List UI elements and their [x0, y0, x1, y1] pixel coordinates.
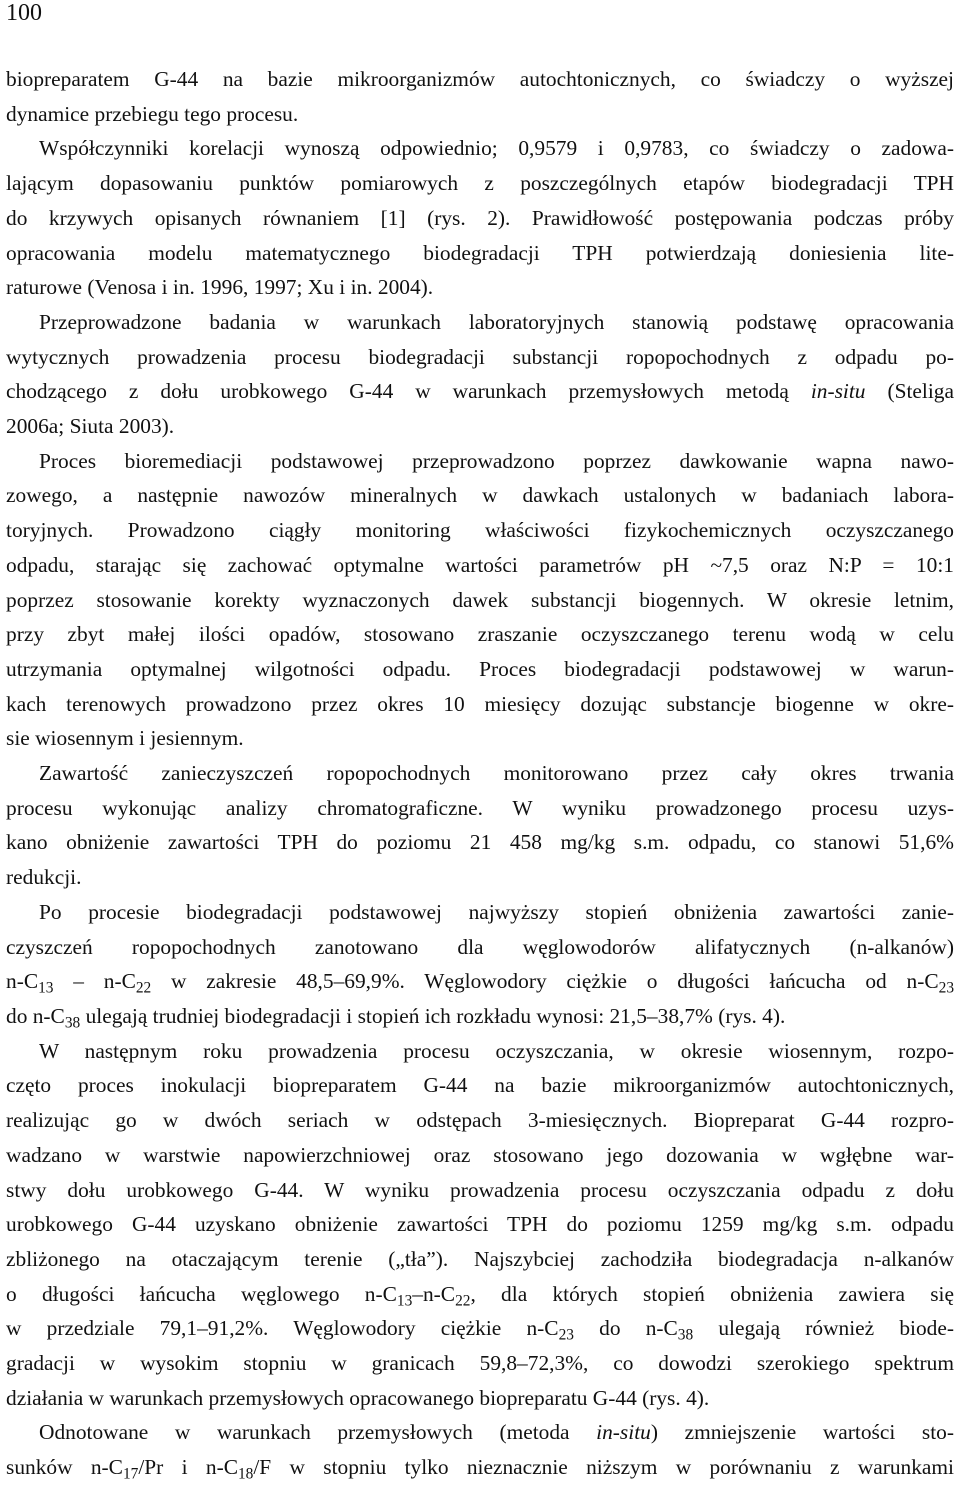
- text-line: lającym dopasowaniu punktów pomiarowych z poszczególnych etapów biodegradacji TPH: [6, 171, 954, 196]
- text-line: wytycznych prowadzenia procesu biodegradacji substancji ropopochodnych z odpadu po-: [6, 344, 954, 369]
- text-line: biopreparatem G-44 na bazie mikroorganizmów autochtonicznych, co świadczy o wyższej: [6, 67, 954, 91]
- text-line: Proces bioremediacji podstawowej przeprowadzono poprzez dawkowanie wapna nawo-: [39, 448, 954, 473]
- text-run: sunków n-C: [6, 1455, 123, 1480]
- text-line: [6, 374, 954, 409]
- text-run: ) zmniejszenie wartości sto-: [650, 1420, 955, 1445]
- subscript: 23: [938, 979, 955, 997]
- text-line: kano obniżenie zawartości TPH do poziomu 21 458 mg/kg s.m. odpadu, co stanowi 51,6%: [6, 830, 954, 855]
- text-line: 2006a; Siuta 2003).: [6, 414, 175, 439]
- text-line: dynamice przebiegu tego procesu.: [6, 101, 299, 126]
- text-line: [6, 964, 954, 999]
- text-run: do n-C: [573, 1316, 678, 1341]
- text-line: sie wiosennym i jesiennym.: [6, 726, 244, 751]
- subscript: 18: [237, 1465, 254, 1483]
- text-run: o długości łańcucha węglowego n-C: [6, 1281, 397, 1306]
- text-run: , dla których stopień obniżenia zawiera się: [470, 1281, 954, 1306]
- text-line: przy zbyt małej ilości opadów, stosowano zraszanie oczyszczanego terenu wodą w celu: [6, 622, 954, 647]
- text-line: częto proces inokulacji biopreparatem G-44 na bazie mikroorganizmów autochtonicznych,: [6, 1073, 954, 1098]
- text-line: gradacji w wysokim stopniu w granicach 59,8–72,3%, co dowodzi szerokiego spektrum: [6, 1351, 954, 1376]
- text-line: [6, 1415, 954, 1450]
- text-line: poprzez stosowanie korekty wyznaczonych dawek substancji biogennych. W okresie letnim,: [6, 587, 954, 612]
- text-run: ulegają trudniej biodegradacji i stopień ich rozkładu wynosi: 21,5–38,7% (rys. 4).: [80, 1003, 786, 1028]
- text-line: stwy dołu urobkowego G-44. W wyniku prowadzenia procesu oczyszczania odpadu z dołu: [6, 1177, 954, 1202]
- text-line: [6, 1450, 954, 1485]
- text-run: /Pr i n-C: [138, 1455, 238, 1480]
- text-line: do krzywych opisanych równaniem [1] (rys. 2). Prawidłowość postępowania podczas próby: [6, 205, 954, 230]
- text-line: Zawartość zanieczyszczeń ropopochodnych monitorowano przez cały okres trwania: [39, 761, 954, 786]
- text-line: redukcji.: [6, 865, 82, 890]
- italic-term: in-situ: [596, 1420, 651, 1445]
- text-line: realizując go w dwóch seriach w odstępach 3-miesięcznych. Biopreparat G-44 rozpro-: [6, 1108, 954, 1133]
- text-run: do n-C: [6, 1003, 65, 1028]
- text-line: zbliżonego na otaczającym terenie („tła”). Najszybciej zachodziła biodegradacja n-alkanów: [6, 1246, 954, 1271]
- text-line: [6, 1277, 954, 1312]
- text-line: kach terenowych prowadzono przez okres 10 miesięcy dozując substancje biogenne w okre-: [6, 691, 954, 716]
- subscript: 38: [64, 1014, 81, 1032]
- text-run: ulegają również biode-: [693, 1316, 954, 1341]
- text-line: działania w warunkach przemysłowych opracowanego biopreparatu G-44 (rys. 4).: [6, 1385, 710, 1410]
- text-run: – n-C: [53, 969, 136, 994]
- italic-term: in-situ: [810, 379, 866, 404]
- subscript: 22: [455, 1291, 471, 1309]
- text-line: [6, 1311, 954, 1346]
- text-line: Przeprowadzone badania w warunkach laboratoryjnych stanowią podstawę opracowania: [39, 309, 954, 334]
- text-run: (Steliga: [865, 379, 954, 404]
- text-line: W następnym roku prowadzenia procesu oczyszczania, w okresie wiosennym, rozpo-: [39, 1038, 954, 1063]
- text-line: czyszczeń ropopochodnych zanotowano dla węglowodorów alifatycznych (n-alkanów): [6, 934, 954, 959]
- subscript: 17: [122, 1465, 139, 1483]
- text-line: zowego, a następnie nawozów mineralnych w dawkach ustalonych w badaniach labora-: [6, 483, 954, 508]
- text-run: chodzącego z dołu urobkowego G-44 w warunkach przemysłowych metodą: [6, 379, 811, 404]
- subscript: 38: [677, 1326, 694, 1344]
- text-line: Współczynniki korelacji wynoszą odpowiednio; 0,9579 i 0,9783, co świadczy o zadowa-: [39, 136, 954, 161]
- subscript: 13: [38, 979, 54, 997]
- text-line: Po procesie biodegradacji podstawowej najwyższy stopień obniżenia zawartości zanie-: [39, 899, 954, 924]
- text-run: w zakresie 48,5–69,9%. Węglowodory ciężkie o długości łańcucha od n-C: [151, 969, 939, 994]
- text-line: wadzano w warstwie napowierzchniowej oraz stosowano jego dozowania w wgłębne war-: [6, 1142, 954, 1167]
- text-line: urobkowego G-44 uzyskano obniżenie zawartości TPH do poziomu 1259 mg/kg s.m. odpadu: [6, 1212, 954, 1237]
- text-line: raturowe (Venosa i in. 1996, 1997; Xu i in. 2004).: [6, 275, 434, 300]
- subscript: 22: [135, 979, 152, 997]
- text-run: –n-C: [412, 1281, 456, 1306]
- text-line: toryjnych. Prowadzono ciągły monitoring właściwości fizykochemicznych oczyszczanego: [6, 518, 954, 543]
- text-line: utrzymania optymalnej wilgotności odpadu. Proces biodegradacji podstawowej w warun-: [6, 656, 954, 681]
- text-run: n-C: [6, 969, 39, 994]
- body-text: [6, 62, 954, 1485]
- text-line: odpadu, starając się zachować optymalne wartości parametrów pH ~7,5 oraz N:P = 10:1: [6, 552, 954, 577]
- text-line: [6, 999, 954, 1034]
- page-number: 100: [6, 0, 42, 26]
- text-line: procesu wykonując analizy chromatograficzne. W wyniku prowadzonego procesu uzys-: [6, 795, 954, 820]
- text-run: Odnotowane w warunkach przemysłowych (metoda: [39, 1420, 597, 1445]
- text-run: w przedziale 79,1–91,2%. Węglowodory ciężkie n-C: [6, 1316, 559, 1341]
- text-line: opracowania modelu matematycznego biodegradacji TPH potwierdzają doniesienia lite-: [6, 240, 954, 265]
- subscript: 13: [396, 1291, 413, 1309]
- subscript: 23: [558, 1326, 574, 1344]
- text-run: /F w stopniu tylko nieznacznie niższym w porównaniu z warunkami: [253, 1455, 954, 1480]
